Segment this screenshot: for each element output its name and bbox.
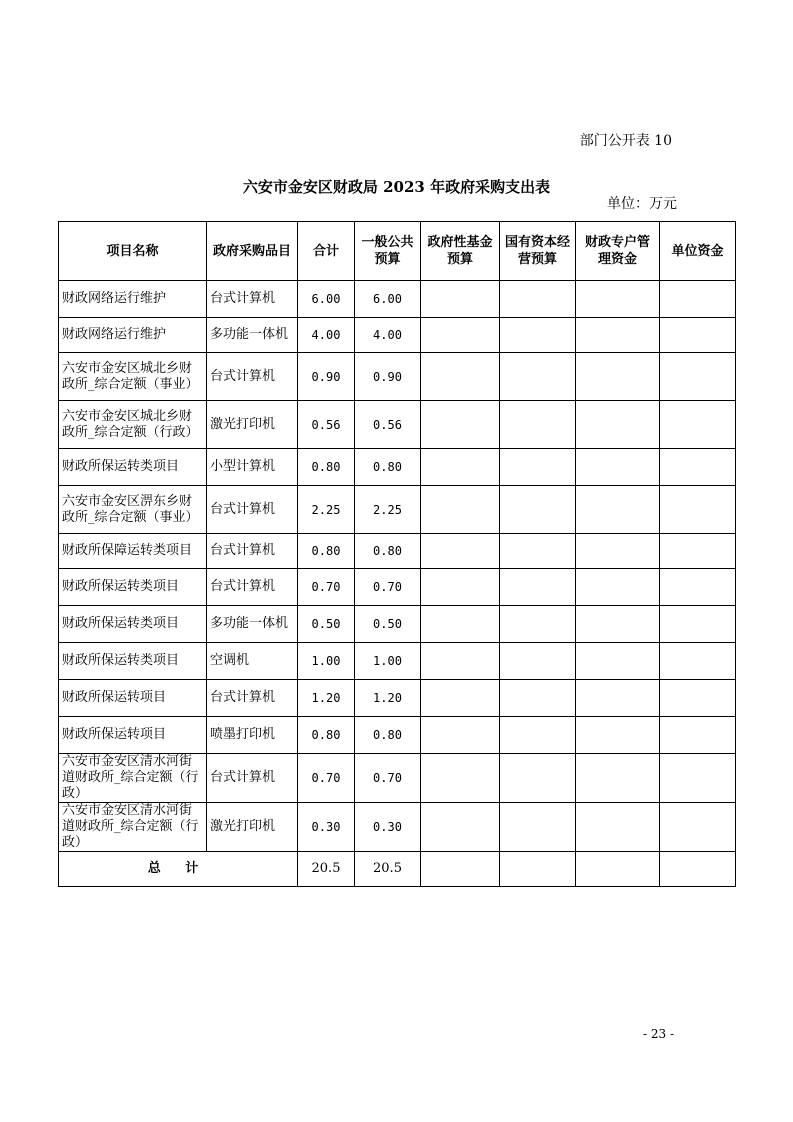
document-label: 部门公开表 10 bbox=[579, 133, 672, 149]
column-header: 财政专户管理资金 bbox=[576, 222, 660, 281]
general-budget-cell: 0.80 bbox=[355, 534, 421, 569]
project-name-cell: 财政所保运转类项目 bbox=[59, 606, 207, 643]
project-name-cell: 财政所保运转项目 bbox=[59, 717, 207, 754]
project-name-cell: 财政所保运转类项目 bbox=[59, 569, 207, 606]
special-account-cell bbox=[576, 680, 660, 717]
procurement-item-cell: 多功能一体机 bbox=[207, 606, 298, 643]
table-row bbox=[59, 486, 736, 534]
procurement-item-cell: 台式计算机 bbox=[207, 569, 298, 606]
table-row bbox=[59, 680, 736, 717]
unit-fund-cell bbox=[660, 281, 736, 318]
procurement-item-cell: 台式计算机 bbox=[207, 353, 298, 401]
special-account-cell bbox=[576, 803, 660, 852]
total-cell: 0.30 bbox=[298, 803, 355, 852]
procurement-item-cell: 台式计算机 bbox=[207, 754, 298, 803]
state-capital-cell bbox=[500, 803, 576, 852]
fund-budget-cell bbox=[421, 754, 500, 803]
total-cell: 4.00 bbox=[298, 318, 355, 353]
general-budget-cell: 0.90 bbox=[355, 353, 421, 401]
project-name-cell: 六安市金安区淠东乡财政所_综合定额（事业） bbox=[59, 486, 207, 534]
column-header: 国有资本经营预算 bbox=[500, 222, 576, 281]
special-account-cell bbox=[576, 318, 660, 353]
special-account-cell bbox=[576, 353, 660, 401]
general-budget-cell: 6.00 bbox=[355, 281, 421, 318]
unit-fund-cell bbox=[660, 534, 736, 569]
total-cell: 0.80 bbox=[298, 717, 355, 754]
unit-fund-cell bbox=[660, 643, 736, 680]
special-account-cell bbox=[576, 486, 660, 534]
table-row bbox=[59, 534, 736, 569]
project-name-cell: 财政所保运转类项目 bbox=[59, 449, 207, 486]
fund-budget-cell bbox=[421, 569, 500, 606]
special-account-cell bbox=[576, 569, 660, 606]
total-cell: 0.80 bbox=[298, 534, 355, 569]
general-budget-cell: 1.00 bbox=[355, 643, 421, 680]
fund-budget-cell bbox=[421, 449, 500, 486]
unit-fund-cell bbox=[660, 569, 736, 606]
fund-budget-cell bbox=[421, 717, 500, 754]
procurement-item-cell: 空调机 bbox=[207, 643, 298, 680]
special-account-cell bbox=[576, 534, 660, 569]
general-budget-cell: 0.80 bbox=[355, 717, 421, 754]
table-row bbox=[59, 281, 736, 318]
state-capital-cell bbox=[500, 534, 576, 569]
empty-cell bbox=[576, 852, 660, 887]
total-cell: 0.50 bbox=[298, 606, 355, 643]
unit-fund-cell bbox=[660, 486, 736, 534]
column-header: 政府性基金预算 bbox=[421, 222, 500, 281]
fund-budget-cell bbox=[421, 534, 500, 569]
unit-fund-cell bbox=[660, 449, 736, 486]
state-capital-cell bbox=[500, 754, 576, 803]
general-budget-cell: 0.30 bbox=[355, 803, 421, 852]
column-header: 一般公共预算 bbox=[355, 222, 421, 281]
fund-budget-cell bbox=[421, 803, 500, 852]
column-header: 项目名称 bbox=[59, 222, 207, 281]
state-capital-cell bbox=[500, 717, 576, 754]
column-header: 合计 bbox=[298, 222, 355, 281]
table-header-row bbox=[59, 222, 736, 281]
general-budget-cell: 0.70 bbox=[355, 754, 421, 803]
table-body bbox=[59, 281, 736, 852]
state-capital-cell bbox=[500, 401, 576, 449]
fund-budget-cell bbox=[421, 281, 500, 318]
table-row bbox=[59, 754, 736, 803]
table-row bbox=[59, 401, 736, 449]
special-account-cell bbox=[576, 717, 660, 754]
fund-budget-cell bbox=[421, 643, 500, 680]
empty-cell bbox=[500, 852, 576, 887]
total-cell: 0.90 bbox=[298, 353, 355, 401]
total-cell: 0.70 bbox=[298, 569, 355, 606]
general-budget-cell: 0.56 bbox=[355, 401, 421, 449]
procurement-item-cell: 台式计算机 bbox=[207, 281, 298, 318]
unit-fund-cell bbox=[660, 754, 736, 803]
procurement-item-cell: 激光打印机 bbox=[207, 803, 298, 852]
total-label: 总 计 bbox=[59, 852, 298, 887]
procurement-table bbox=[58, 221, 736, 887]
state-capital-cell bbox=[500, 281, 576, 318]
general-budget-cell: 4.00 bbox=[355, 318, 421, 353]
unit-label: 单位：万元 bbox=[607, 196, 677, 212]
column-header: 单位资金 bbox=[660, 222, 736, 281]
total-cell: 2.25 bbox=[298, 486, 355, 534]
state-capital-cell bbox=[500, 353, 576, 401]
unit-fund-cell bbox=[660, 717, 736, 754]
special-account-cell bbox=[576, 606, 660, 643]
empty-cell bbox=[421, 852, 500, 887]
fund-budget-cell bbox=[421, 401, 500, 449]
table-row bbox=[59, 449, 736, 486]
fund-budget-cell bbox=[421, 486, 500, 534]
general-budget-cell: 1.20 bbox=[355, 680, 421, 717]
general-budget-cell: 2.25 bbox=[355, 486, 421, 534]
general-budget-cell: 0.70 bbox=[355, 569, 421, 606]
project-name-cell: 财政所保运转项目 bbox=[59, 680, 207, 717]
procurement-item-cell: 台式计算机 bbox=[207, 534, 298, 569]
column-header: 政府采购品目 bbox=[207, 222, 298, 281]
procurement-item-cell: 台式计算机 bbox=[207, 680, 298, 717]
state-capital-cell bbox=[500, 486, 576, 534]
project-name-cell: 财政网络运行维护 bbox=[59, 281, 207, 318]
table-row bbox=[59, 717, 736, 754]
total-sum: 20.5 bbox=[298, 852, 355, 887]
project-name-cell: 六安市金安区清水河街道财政所_综合定额（行政） bbox=[59, 803, 207, 852]
special-account-cell bbox=[576, 449, 660, 486]
procurement-item-cell: 激光打印机 bbox=[207, 401, 298, 449]
table-row bbox=[59, 803, 736, 852]
page-title: 六安市金安区财政局 2023 年政府采购支出表 bbox=[242, 178, 551, 196]
fund-budget-cell bbox=[421, 353, 500, 401]
fund-budget-cell bbox=[421, 680, 500, 717]
special-account-cell bbox=[576, 643, 660, 680]
page-number: - 23 - bbox=[642, 1027, 674, 1041]
general-budget-cell: 0.50 bbox=[355, 606, 421, 643]
total-cell: 0.70 bbox=[298, 754, 355, 803]
total-cell: 1.00 bbox=[298, 643, 355, 680]
special-account-cell bbox=[576, 281, 660, 318]
state-capital-cell bbox=[500, 643, 576, 680]
procurement-item-cell: 小型计算机 bbox=[207, 449, 298, 486]
total-row bbox=[59, 852, 736, 887]
procurement-item-cell: 台式计算机 bbox=[207, 486, 298, 534]
project-name-cell: 六安市金安区清水河街道财政所_综合定额（行政） bbox=[59, 754, 207, 803]
project-name-cell: 六安市金安区城北乡财政所_综合定额（行政） bbox=[59, 401, 207, 449]
total-cell: 0.80 bbox=[298, 449, 355, 486]
table-row bbox=[59, 353, 736, 401]
general-budget-cell: 0.80 bbox=[355, 449, 421, 486]
fund-budget-cell bbox=[421, 606, 500, 643]
total-general: 20.5 bbox=[355, 852, 421, 887]
table-row bbox=[59, 318, 736, 353]
project-name-cell: 财政网络运行维护 bbox=[59, 318, 207, 353]
fund-budget-cell bbox=[421, 318, 500, 353]
empty-cell bbox=[660, 852, 736, 887]
total-cell: 6.00 bbox=[298, 281, 355, 318]
state-capital-cell bbox=[500, 449, 576, 486]
table-row bbox=[59, 643, 736, 680]
state-capital-cell bbox=[500, 569, 576, 606]
special-account-cell bbox=[576, 401, 660, 449]
state-capital-cell bbox=[500, 318, 576, 353]
special-account-cell bbox=[576, 754, 660, 803]
table-row bbox=[59, 606, 736, 643]
project-name-cell: 财政所保运转类项目 bbox=[59, 643, 207, 680]
project-name-cell: 财政所保障运转类项目 bbox=[59, 534, 207, 569]
total-cell: 1.20 bbox=[298, 680, 355, 717]
unit-fund-cell bbox=[660, 680, 736, 717]
total-cell: 0.56 bbox=[298, 401, 355, 449]
unit-fund-cell bbox=[660, 401, 736, 449]
procurement-item-cell: 喷墨打印机 bbox=[207, 717, 298, 754]
unit-fund-cell bbox=[660, 353, 736, 401]
unit-fund-cell bbox=[660, 606, 736, 643]
project-name-cell: 六安市金安区城北乡财政所_综合定额（事业） bbox=[59, 353, 207, 401]
table-row bbox=[59, 569, 736, 606]
procurement-item-cell: 多功能一体机 bbox=[207, 318, 298, 353]
state-capital-cell bbox=[500, 606, 576, 643]
unit-fund-cell bbox=[660, 803, 736, 852]
unit-fund-cell bbox=[660, 318, 736, 353]
state-capital-cell bbox=[500, 680, 576, 717]
